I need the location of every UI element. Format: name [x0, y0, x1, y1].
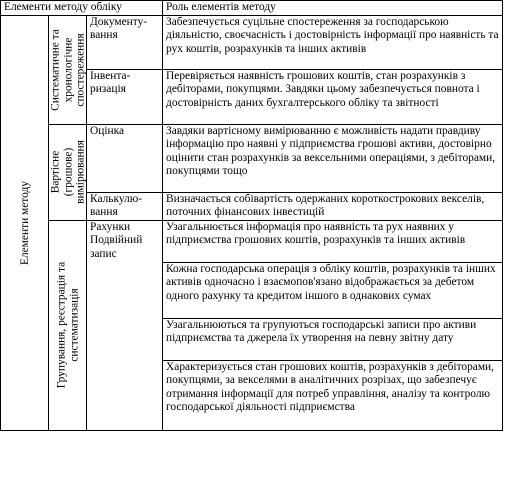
element-role: Перевіряється наявність грошових коштів, стан розрахунків з дебіторами, покупцями. Завдяки цьому забезпечується повнота і достовірність даних бухгалтерського обліку та звітності [163, 69, 503, 124]
group-label-grouping: Групування, реєстрація та систематизація [55, 261, 80, 389]
group-cell-observation [49, 15, 87, 124]
header-elements: Елементи методу обліку [1, 1, 163, 16]
element-role: Завдяки вартісному вимірюванню є можливість надати правдиву інформацію про наявні у підприємства грошові активи, достовірно оцінити стан розрахунків за вексельними операціями, з дебіторами, покупцями тощо [163, 124, 503, 192]
element-name: Рахунки Подвійний запис [87, 220, 163, 430]
element-role: Забезпечується суцільне спостереження за господарською діяльністю, своєчасність і достовірність інформації про наявність та рух коштів, розрахунків та інших активів [163, 15, 503, 69]
element-role: Кожна господарська операція з обліку коштів, розрахунків та інших активів одночасно і взаємопов'язано відображається за дебетом одного рахунку та кредитом іншого в однакових сумах [163, 262, 503, 318]
group-root-label: Елементи методу [18, 180, 31, 265]
element-role: Узагальнюється інформація про наявність та рух наявних у підприємства грошових коштів, розрахунків та інших активів [163, 220, 503, 262]
element-role: Визначається собівартість одержаних короткострокових векселів, поточних фінансових інвестицій [163, 192, 503, 220]
header-role: Роль елементів методу [163, 1, 503, 16]
header-row [1, 1, 503, 16]
group-label-observation: Систематичне та хронологічне спостереження [48, 28, 86, 111]
table-row [1, 220, 503, 262]
group-root-cell [1, 15, 49, 430]
element-role: Узагальнюються та групуються господарські записи про активи підприємства та джерела їх утворення на певну звітну дату [163, 318, 503, 360]
element-name: Документу-вання [87, 15, 163, 69]
element-name: Калькулю-вання [87, 192, 163, 220]
element-name: Інвента-ризація [87, 69, 163, 124]
table-row [1, 15, 503, 69]
group-label-measurement: Вартісне (грошове) вимірювання [48, 140, 86, 204]
group-cell-measurement [49, 124, 87, 220]
table-row [1, 124, 503, 192]
group-cell-grouping [49, 220, 87, 430]
element-role: Характеризується стан грошових коштів, розрахунків з дебіторами, покупцями, за векселями в аналітичних розрізах, що забезпечує отримання інформації для потреб управління, аналізу та контролю господарської діяльності підприємства [163, 360, 503, 430]
element-name: Оцінка [87, 124, 163, 192]
